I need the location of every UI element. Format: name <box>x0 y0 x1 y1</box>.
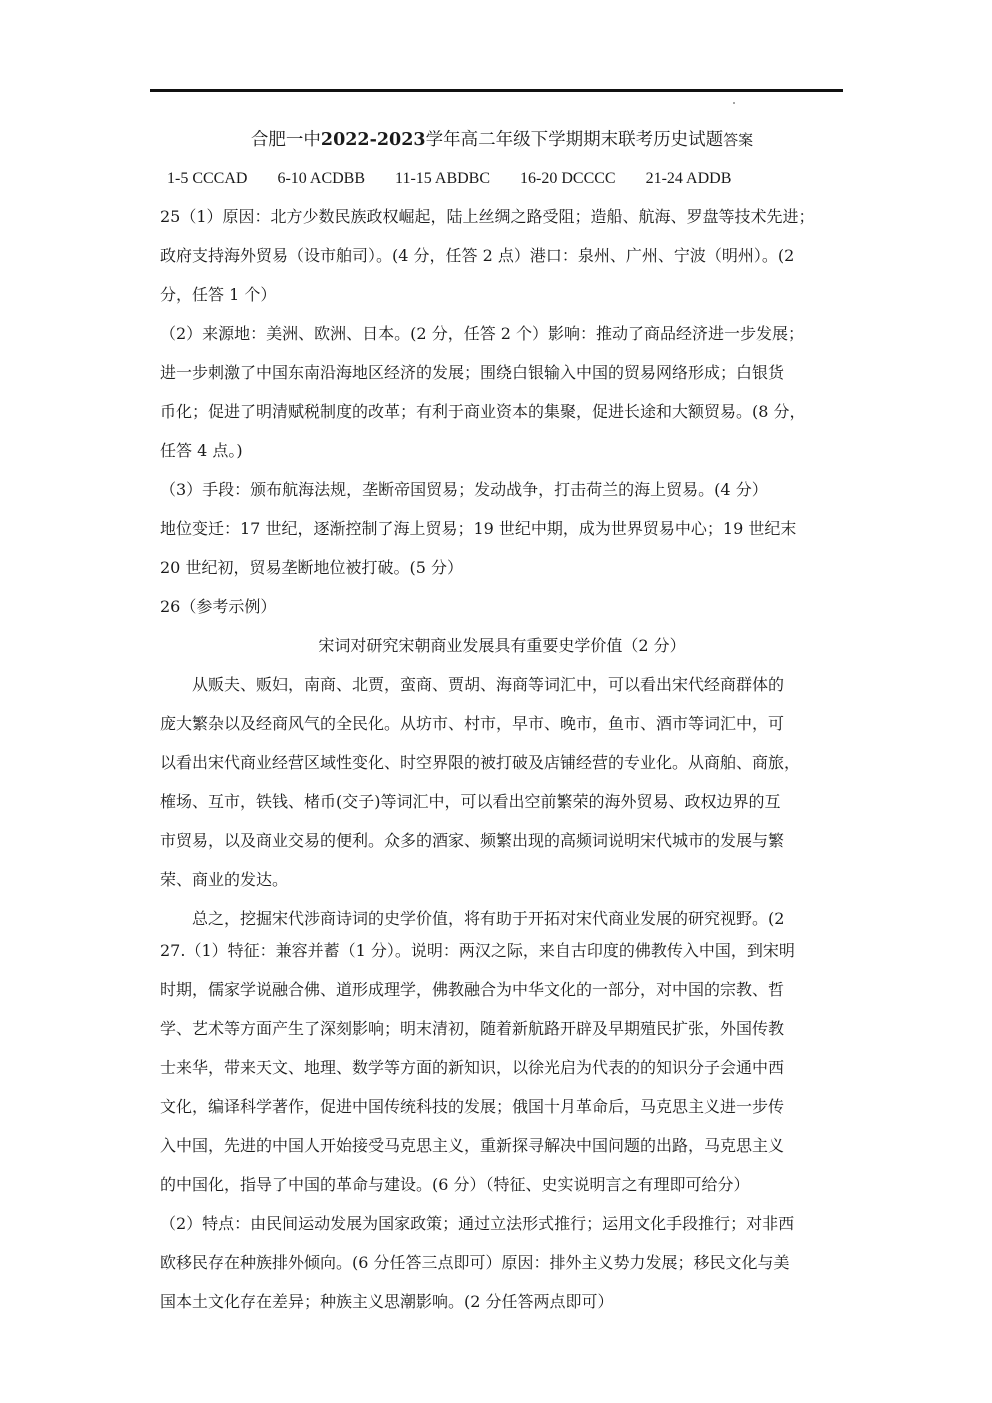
q26-heading: 26（参考示例） <box>160 597 277 616</box>
q27-line: 时期，儒家学说融合佛、道形成理学，佛教融合为中华文化的一部分，对中国的宗教、哲 <box>160 980 785 999</box>
q27-line: 的中国化，指导了中国的革命与建设。(6 分）（特征、史实说明言之有理即可给分） <box>160 1175 750 1194</box>
q26-paragraph-line: 庞大繁杂以及经商风气的全民化。从坊市、村市，早市、晚市，鱼市、酒市等词汇中，可 <box>160 714 785 733</box>
q25-line: （2）来源地：美洲、欧洲、日本。(2 分，任答 2 个）影响：推动了商品经济进一步发展； <box>160 324 805 343</box>
q26-paragraph-line: 从贩夫、贩妇，南商、北贾，蛮商、贾胡、海商等词汇中，可以看出宋代经商群体的 <box>192 675 785 694</box>
answer-group: 21-24 ADDB <box>645 170 732 187</box>
answer-group: 11-15 ABDBC <box>395 170 491 187</box>
document-title <box>160 129 844 151</box>
q25-line: 进一步刺激了中国东南沿海地区经济的发展；围绕白银输入中国的贸易网络形成；白银货 <box>160 363 785 382</box>
q25-line: 地位变迁：17 世纪，逐渐控制了海上贸易；19 世纪中期，成为世界贸易中心；19 世纪末 <box>160 519 797 538</box>
choice-answers <box>167 169 847 189</box>
q27-line: 27.（1）特征：兼容并蓄（1 分）。说明：两汉之际，来自古印度的佛教传入中国，到宋明 <box>160 941 795 960</box>
answer-group: 16-20 DCCCC <box>520 170 616 187</box>
q25-line: 政府支持海外贸易（设市舶司）。(4 分，任答 2 点）港口：泉州、广州、宁波（明州）。(2 <box>160 246 795 265</box>
q26-conclusion: 总之，挖掘宋代涉商诗词的史学价值，将有助于开拓对宋代商业发展的研究视野。(2 <box>192 909 785 928</box>
q25-line: 任答 4 点。) <box>160 441 243 460</box>
header-rule <box>150 89 843 92</box>
q27-line: 文化，编译科学著作，促进中国传统科技的发展；俄国十月革命后，马克思主义进一步传 <box>160 1097 785 1116</box>
q26-paragraph-line: 市贸易，以及商业交易的便利。众多的酒家、频繁出现的高频词说明宋代城市的发展与繁 <box>160 831 785 850</box>
q27-line: 欧移民存在种族排外倾向。(6 分任答三点即可）原因：排外主义势力发展；移民文化与美 <box>160 1253 790 1272</box>
q27-line: 国本土文化存在差异；种族主义思潮影响。(2 分任答两点即可） <box>160 1292 614 1311</box>
answer-group: 6-10 ACDBB <box>277 170 366 187</box>
q27-line: 学、艺术等方面产生了深刻影响；明末清初，随着新航路开辟及早期殖民扩张，外国传教 <box>160 1019 785 1038</box>
q25-line: 25（1）原因：北方少数民族政权崛起，陆上丝绸之路受阻；造船、航海、罗盘等技术先进； <box>160 207 815 226</box>
answer-group: 1-5 CCCAD <box>167 170 248 187</box>
title-main: 学年高二年级下学期期末联考历史试题 <box>425 130 724 150</box>
q27-line: （2）特点：由民间运动发展为国家政策；通过立法形式推行；运用文化手段推行；对非西 <box>160 1214 795 1233</box>
q26-paragraph-line: 荣、商业的发达。 <box>160 870 289 889</box>
q26-paragraph-line: 榷场、互市，铁钱、楮币(交子)等词汇中，可以看出空前繁荣的海外贸易、政权边界的互 <box>160 792 781 811</box>
q25-line: 分，任答 1 个） <box>160 285 277 304</box>
q26-paragraph-line: 以看出宋代商业经营区域性变化、时空界限的被打破及店铺经营的专业化。从商舶、商旅， <box>160 753 801 772</box>
q25-line: 20 世纪初，贸易垄断地位被打破。(5 分） <box>160 558 463 577</box>
q26-thesis: 宋词对研究宋朝商业发展具有重要史学价值（2 分） <box>318 636 686 655</box>
q25-line: 币化；促进了明清赋税制度的改革；有利于商业资本的集聚，促进长途和大额贸易。(8 分， <box>160 402 806 421</box>
q27-line: 士来华，带来天文、地理、数学等方面的新知识，以徐光启为代表的的知识分子会通中西 <box>160 1058 785 1077</box>
title-suffix: 答案 <box>723 131 754 149</box>
title-year: 2022-2023 <box>320 130 426 150</box>
q27-line: 入中国，先进的中国人开始接受马克思主义，重新探寻解决中国问题的出路，马克思主义 <box>160 1136 785 1155</box>
header-dot <box>733 102 735 104</box>
title-prefix: 合肥一中 <box>250 130 321 150</box>
q25-line: （3）手段：颁布航海法规，垄断帝国贸易；发动战争，打击荷兰的海上贸易。(4 分） <box>160 480 768 499</box>
